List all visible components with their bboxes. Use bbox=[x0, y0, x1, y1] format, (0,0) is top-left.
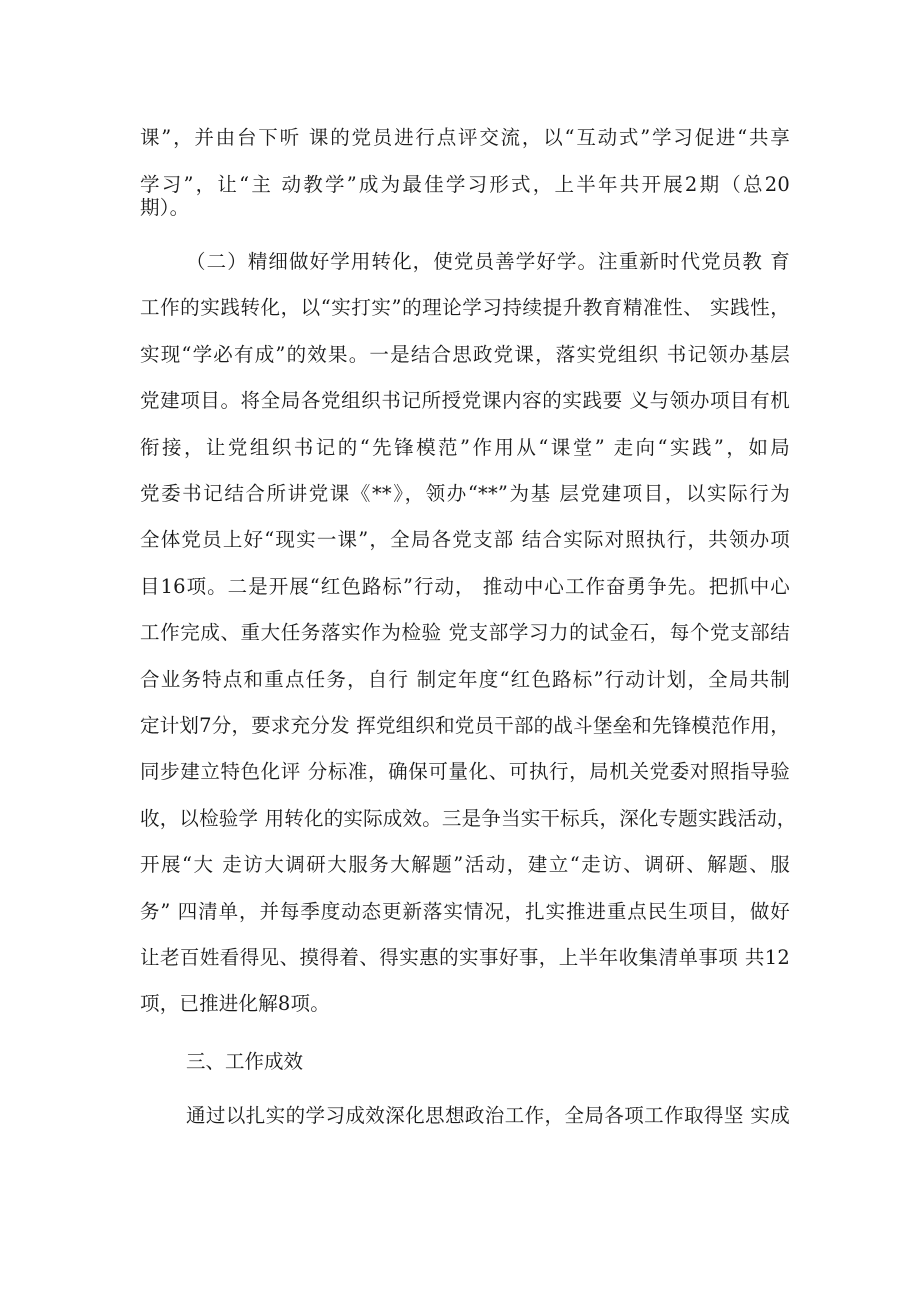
paragraph-line: 开展“大 走访大调研大服务大解题”活动，建立“走访、调研、解题、服 bbox=[140, 853, 790, 876]
paragraph-line: 通过以扎实的学习成效深化思想政治工作，全局各项工作取得坚 实成 bbox=[186, 1104, 790, 1127]
paragraph-line: （二）精细做好学用转化，使党员善学好学。注重新时代党员教 育 bbox=[186, 250, 790, 273]
paragraph-line: 项，已推进化解8项。 bbox=[140, 992, 330, 1015]
paragraph-line: 目16项。二是开展“红色路标”行动， 推动中心工作奋勇争先。把抓中心 bbox=[140, 575, 790, 598]
paragraph-line: 工作完成、重大任务落实作为检验 党支部学习力的试金石，每个党支部结 bbox=[140, 621, 790, 644]
paragraph-line: 党委书记结合所讲党课《**》，领办“**”为基 层党建项目，以实际行为 bbox=[140, 482, 790, 505]
paragraph-line: 全体党员上好“现实一课”，全局各党支部 结合实际对照执行，共领办项 bbox=[140, 528, 790, 551]
paragraph-line: 课”，并由台下听 课的党员进行点评交流，以“互动式”学习促进“共享 bbox=[140, 126, 790, 149]
paragraph-line: 衔接，让党组织书记的“先锋模范”作用从“课堂” 走向“实践”，如局 bbox=[140, 436, 790, 459]
paragraph-line: 务” 四清单，并每季度动态更新落实情况，扎实推进重点民生项目，做好 bbox=[140, 900, 790, 923]
paragraph-line: 期）。 bbox=[140, 196, 190, 219]
paragraph-line: 工作的实践转化，以“实打实”的理论学习持续提升教育精准性、 实践性， bbox=[140, 296, 790, 319]
paragraph-line: 合业务特点和重点任务，自行 制定年度“红色路标”行动计划，全局共制 bbox=[140, 668, 790, 691]
paragraph-line: 让老百姓看得见、摸得着、得实惠的实事好事，上半年收集清单事项 共12 bbox=[140, 946, 790, 969]
paragraph-line: 定计划7分，要求充分发 挥党组织和党员干部的战斗堡垒和先锋模范作用， bbox=[140, 714, 790, 737]
paragraph-line: 学习”，让“主 动教学”成为最佳学习形式，上半年共开展2期（总20 bbox=[140, 173, 790, 196]
section-heading: 三、工作成效 bbox=[186, 1050, 304, 1073]
paragraph-line: 同步建立特色化评 分标准，确保可量化、可执行，局机关党委对照指导验 bbox=[140, 760, 790, 783]
paragraph-line: 党建项目。将全局各党组织书记所授党课内容的实践要 义与领办项目有机 bbox=[140, 389, 790, 412]
paragraph-line: 实现“学必有成”的效果。一是结合思政党课，落实党组织 书记领办基层 bbox=[140, 343, 790, 366]
paragraph-line: 收，以检验学 用转化的实际成效。三是争当实干标兵，深化专题实践活动， bbox=[140, 807, 797, 830]
